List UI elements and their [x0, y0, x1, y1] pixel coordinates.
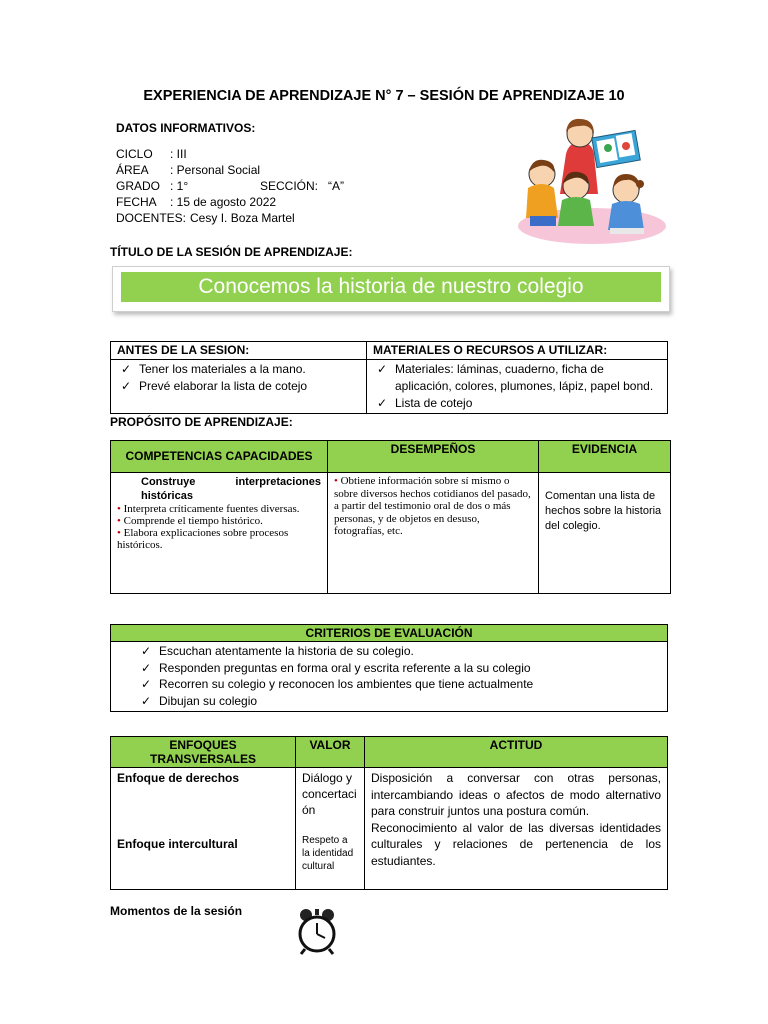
seccion-label: SECCIÓN: [260, 179, 319, 193]
datos-heading: DATOS INFORMATIVOS: [116, 121, 256, 135]
materiales-item-cont: aplicación, colores, plumones, lápiz, papel bond. [395, 379, 654, 393]
materiales-header: MATERIALES O RECURSOS A UTILIZAR: [367, 342, 668, 360]
ciclo-label: CICLO [116, 147, 153, 161]
enfoque-derechos: Enfoque de derechos [117, 771, 240, 785]
enfoques-header: ENFOQUES TRANSVERSALES [111, 737, 296, 768]
fecha-value: : 15 de agosto 2022 [170, 195, 277, 209]
grado-row [116, 179, 344, 193]
evidencia-text: Comentan una lista de hechos sobre la historia del colegio. [539, 473, 671, 594]
enfoques-table [110, 736, 668, 890]
teacher-reading-to-children-icon [514, 114, 666, 248]
capacidad-item: • Comprende el tiempo histórico. [117, 515, 263, 527]
check-icon: ✓ [141, 660, 152, 675]
area-row [116, 163, 260, 177]
criterio-item: ✓ Escuchan atentamente la historia de su colegio. [141, 644, 414, 658]
valor-respeto: Respeto a la identidad cultural [302, 835, 354, 872]
materiales-item: ✓ Materiales: láminas, cuaderno, ficha de [377, 362, 604, 376]
docentes-value: Cesy I. Boza Martel [190, 211, 295, 225]
competencias-header: COMPETENCIAS CAPACIDADES [111, 441, 328, 473]
actitud-cell [365, 768, 668, 890]
valor-header: VALOR [296, 737, 365, 768]
capacidad-item: • Interpreta críticamente fuentes diversas. [117, 503, 300, 515]
check-icon: ✓ [377, 362, 388, 376]
seccion-value: “A” [328, 179, 344, 193]
antes-list [111, 360, 367, 414]
enfoques-cell [111, 768, 296, 890]
document-title: EXPERIENCIA DE APRENDIZAJE N° 7 – SESIÓN DE APRENDIZAJE 10 [143, 88, 625, 104]
fecha-row [116, 195, 276, 209]
check-icon: ✓ [141, 677, 152, 691]
area-label: ÁREA [116, 163, 149, 177]
docentes-row [116, 211, 295, 225]
momentos-label: Momentos de la sesión [110, 904, 243, 918]
check-icon: ✓ [141, 644, 152, 658]
competencias-cell [111, 473, 328, 594]
actitud-intercultural: Reconocimiento al valor de las diversas identidades culturales y relaciones de pertenencia de los estudiantes. [371, 820, 661, 868]
criterio-item: ✓ Dibujan su colegio [141, 693, 258, 708]
docentes-label: DOCENTES: [116, 211, 187, 225]
capacidad-item: • Elabora explicaciones sobre procesos históricos. [117, 527, 289, 551]
valor-cell [296, 768, 365, 890]
fecha-label: FECHA [116, 195, 157, 209]
check-icon: ✓ [121, 379, 132, 393]
criterios-list [111, 642, 668, 712]
check-icon: ✓ [377, 396, 388, 410]
criterios-table [110, 624, 668, 712]
ciclo-row [116, 147, 187, 161]
grado-label: GRADO [116, 179, 161, 193]
enfoque-intercultural: Enfoque intercultural [117, 837, 238, 851]
antes-item: ✓ Tener los materiales a la mano. [121, 362, 306, 376]
antes-table [110, 341, 668, 414]
antes-item: ✓ Prevé elaborar la lista de cotejo [121, 379, 308, 393]
check-icon: ✓ [141, 693, 152, 708]
actitud-header: ACTITUD [365, 737, 668, 768]
materiales-list [367, 360, 668, 414]
titulo-label: TÍTULO DE LA SESIÓN DE APRENDIZAJE: [110, 245, 353, 259]
desempenos-header: DESEMPEÑOS [328, 441, 539, 473]
criterios-header: CRITERIOS DE EVALUACIÓN [111, 625, 668, 642]
criterio-item: ✓ Recorren su colegio y reconocen los ambientes que tiene actualmente [141, 677, 534, 691]
actitud-derechos: Disposición a conversar con otras personas, intercambiando ideas o afectos de modo alternativo para construir juntos una postura común. [371, 771, 661, 818]
proposito-table [110, 440, 671, 594]
competencia-title: Construye interpretaciones históricas [141, 476, 321, 502]
ciclo-value: : III [170, 147, 187, 161]
evidencia-header: EVIDENCIA [539, 441, 671, 473]
antes-header: ANTES DE LA SESION: [111, 342, 367, 360]
alarm-clock-icon [296, 906, 338, 956]
area-value: : Personal Social [170, 163, 261, 177]
desempeno-text: • Obtiene información sobre sí mismo o sobre diversos hechos cotidianos del pasado, a partir del testimonio oral de dos o más personas, y de objetos en desuso, fotografías, etc. [334, 475, 531, 537]
check-icon: ✓ [121, 362, 132, 376]
session-title: Conocemos la historia de nuestro colegio [121, 272, 661, 302]
criterio-item: ✓ Responden preguntas en forma oral y escrita referente a la su colegio [141, 660, 531, 675]
grado-value: : 1° [170, 179, 189, 193]
valor-dialogo: Diálogo y concertación [302, 771, 357, 817]
proposito-label: PROPÓSITO DE APRENDIZAJE: [110, 415, 293, 429]
session-title-banner [112, 266, 670, 312]
materiales-item: ✓ Lista de cotejo [377, 396, 473, 410]
desempeno-cell [328, 473, 539, 594]
